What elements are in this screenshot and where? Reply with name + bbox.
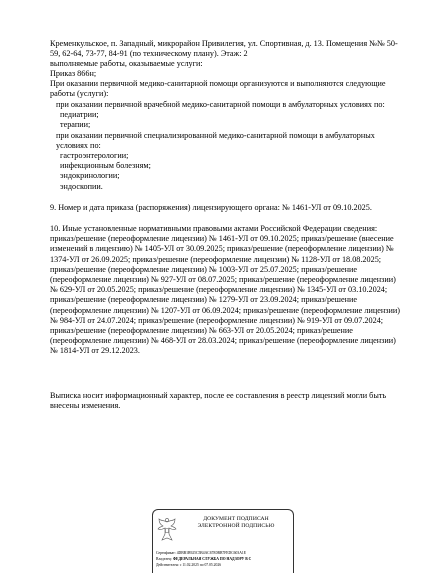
paragraph: при оказании первичной врачебной медико-санитарной помощи в амбулаторных условиях по:	[56, 100, 385, 109]
paragraph: При оказании первичной медико-санитарной помощи организуются и выполняются следующие работы (услуги):	[50, 79, 386, 99]
paragraph: инфекционным болезням;	[60, 161, 151, 170]
stamp-title	[181, 516, 291, 530]
stamp-owner-prefix: Владелец:	[156, 557, 172, 561]
double-headed-eagle-icon	[156, 516, 178, 542]
paragraph: Выписка носит информационный характер, после ее составления в реестр лицензий могли быть внесены изменения.	[50, 391, 387, 411]
paragraph: 10. Иные установленные нормативными правовыми актами Российской Федерации сведения: приказ/решение (переоформление лицензии) № 1461-УЛ от 09.10.2025; приказ/решение (внесение изменений в лицензию) № 1405-УЛ от 30.09.2025; приказ/решение (переоформление лицензии) № 1374-УЛ от 26.09.2025; приказ/решение (переоформление лицензии) № 1128-УЛ от 18.08.2025; приказ/решение (переоформление лицензии) № 1003-УЛ от 25.07.2025; приказ/решение (переоформление лицензии) № 927-УЛ от 08.07.2025; приказ/решение (переоформление лицензии) № 629-УЛ от 20.05.2025; приказ/решение (переоформление лицензии) № 1345-УЛ от 03.10.2024; приказ/решение (переоформление лицензии) № 1279-УЛ от 23.09.2024; приказ/решение (переоформление лицензии) № 1207-УЛ от 06.09.2024; приказ/решение (переоформление лицензии) № 984-УЛ от 24.07.2024; приказ/решение (переоформление лицензии) № 919-УЛ от 09.07.2024; приказ/решение (переоформление лицензии) № 663-УЛ от 20.05.2024; приказ/решение (переоформление лицензии) № 468-УЛ от 28.03.2024; приказ/решение (переоформление лицензии) № 1814-УЛ от 29.12.2023.	[50, 224, 400, 356]
paragraph: Кременкульское, п. Западный, микрорайон Привилегия, ул. Спортивная, д. 13. Помещения №№ 50-59, 62-64, 73-77, 84-91 (по техническому плану). Этаж: 2	[50, 39, 398, 59]
paragraph: 9. Номер и дата приказа (распоряжения) лицензирующего органа: № 1461-УЛ от 09.10.2025.	[50, 203, 372, 212]
stamp-title-line-2: ЭЛЕКТРОННОЙ ПОДПИСЬЮ	[197, 523, 275, 529]
paragraph: эндоскопии.	[60, 182, 103, 191]
paragraph: Приказ 866н;	[50, 69, 97, 78]
paragraph: эндокринологии;	[60, 171, 120, 180]
paragraph: при оказании первичной специализированной медико-санитарной помощи в амбулаторных условиях по:	[56, 131, 375, 151]
paragraph: выполняемые работы, оказываемые услуги:	[50, 59, 203, 68]
paragraph: педиатрии;	[60, 110, 99, 119]
stamp-certificate: Сертификат: 4DBB1B925C5B4AC67E0BB7FEDC603A1E	[156, 551, 246, 555]
stamp-owner-name: ФЕДЕРАЛЬНАЯ СЛУЖБА ПО НАДЗОРУ В С	[172, 557, 252, 561]
stamp-owner	[156, 557, 294, 562]
stamp-validity: Действителен: с 11.02.2025 по 07.05.2026	[156, 563, 222, 567]
paragraph: гастроэнтерологии;	[60, 151, 129, 160]
stamp-title-line-1: ДОКУМЕНТ ПОДПИСАН	[203, 516, 269, 522]
electronic-signature-stamp	[152, 509, 294, 573]
paragraph: терапии;	[60, 120, 91, 129]
